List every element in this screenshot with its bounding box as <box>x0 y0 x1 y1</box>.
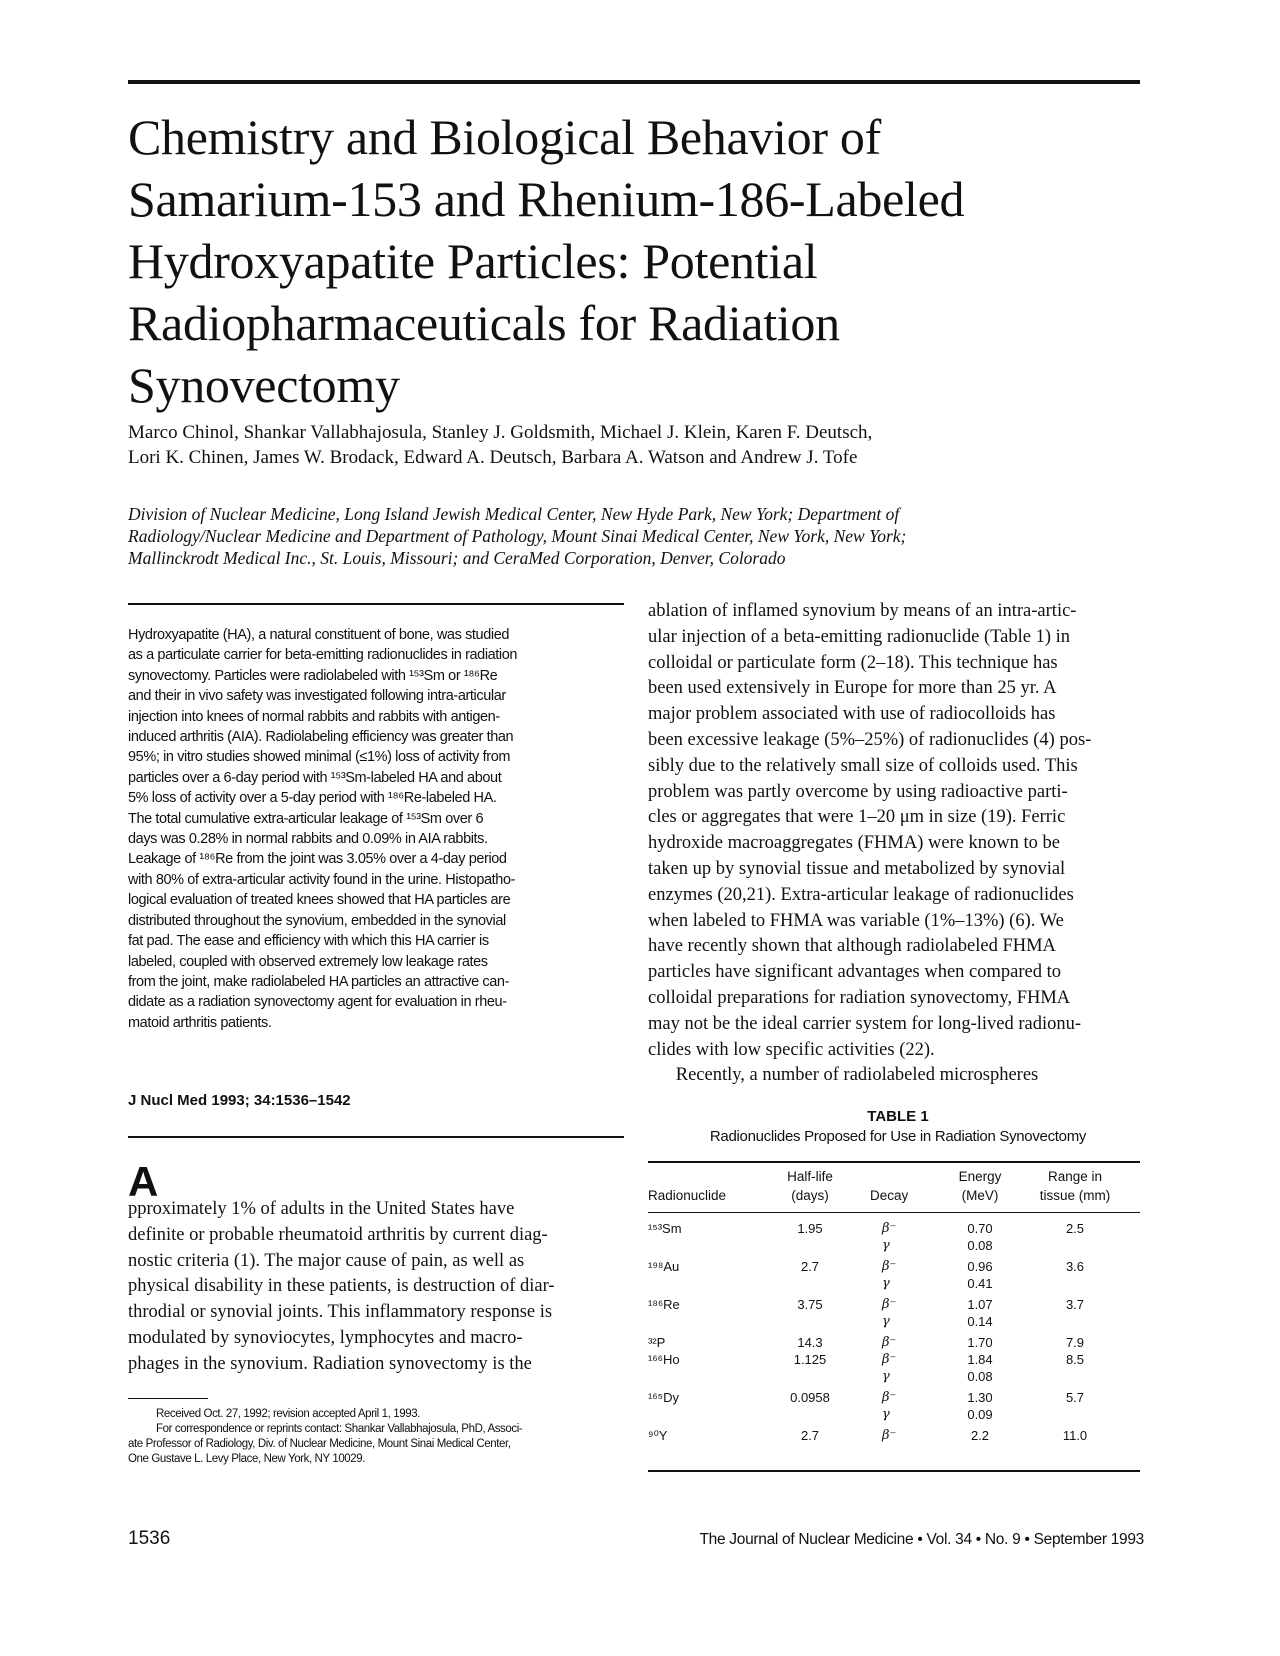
abstract-line: The total cumulative extra-articular leakage of ¹⁵³Sm over 6 <box>128 810 484 827</box>
abstract-line: 5% loss of activity over a 5-day period with ¹⁸⁶Re-labeled HA. <box>128 790 497 807</box>
table-cell-decay: β⁻ <box>882 1390 897 1405</box>
body-line: ular injection of a beta-emitting radionuclide (Table 1) in <box>648 626 1070 647</box>
body-line: taken up by synovial tissue and metabolized by synovial <box>648 858 1066 879</box>
table-cell-decay: β⁻ <box>882 1259 897 1274</box>
intro-line: physical disability in these patients, is destruction of diar- <box>128 1276 555 1297</box>
table-cell-range: 3.6 <box>1065 1259 1085 1274</box>
table-cell-energy: 0.70 <box>967 1221 993 1236</box>
table-cell-decay: γ <box>882 1238 890 1253</box>
table-cell-energy: 1.84 <box>967 1352 993 1367</box>
table-cell-decay: β⁻ <box>882 1335 897 1350</box>
table-top-rule <box>648 1161 1140 1163</box>
table-cell-halflife: 2.7 <box>800 1428 820 1443</box>
body-line: particles have significant advantages when compared to <box>648 962 1062 983</box>
table-cell-energy: 1.70 <box>967 1335 993 1350</box>
table-cell-range: 3.7 <box>1065 1297 1085 1312</box>
header-range: Range in <box>1047 1169 1103 1184</box>
table-cell-decay: β⁻ <box>882 1297 897 1312</box>
abstract-line: logical evaluation of treated knees showed that HA particles are <box>128 892 511 909</box>
header-range-unit: tissue (mm) <box>1039 1188 1111 1203</box>
affiliations <box>128 503 1138 569</box>
abstract-line: matoid arthritis patients. <box>128 1014 272 1031</box>
table-cell-range: 11.0 <box>1062 1428 1088 1443</box>
author-line: Marco Chinol, Shankar Vallabhajosula, Stanley J. Goldsmith, Michael J. Klein, Karen F. Deutsch, <box>128 422 873 443</box>
title-line: Chemistry and Biological Behavior of <box>128 109 881 165</box>
table-cell-radionuclide: ¹⁶⁵Dy <box>648 1390 679 1405</box>
table-cell-decay: β⁻ <box>882 1221 897 1236</box>
intro-line: definite or probable rheumatoid arthritis by current diag- <box>128 1224 548 1245</box>
abstract-rule <box>128 603 624 605</box>
table-cell-decay: γ <box>882 1369 890 1384</box>
table-cell-halflife: 14.3 <box>797 1335 823 1350</box>
table-cell-halflife: 2.7 <box>800 1259 820 1274</box>
table-bottom-rule <box>648 1470 1140 1472</box>
intro-line: modulated by synoviocytes, lymphocytes and macro- <box>128 1327 523 1348</box>
title-line: Samarium-153 and Rhenium-186-Labeled <box>128 171 965 227</box>
header-decay: Decay <box>870 1188 909 1203</box>
table-cell-halflife: 0.0958 <box>790 1390 830 1405</box>
abstract-line: and their in vivo safety was investigated following intra-articular <box>128 688 506 705</box>
footnote <box>128 1407 630 1467</box>
abstract-line: from the joint, make radiolabeled HA particles an attractive can- <box>128 973 510 990</box>
table-cell-energy: 1.07 <box>967 1297 993 1312</box>
drop-cap: A <box>128 1158 159 1205</box>
header-halflife: Half-life <box>787 1169 833 1184</box>
body-line: problem was partly overcome by using radioactive parti- <box>648 781 1068 802</box>
top-rule <box>128 80 1140 84</box>
running-footer: The Journal of Nuclear Medicine • Vol. 34 • No. 9 • September 1993 <box>699 1531 1144 1548</box>
table-cell-energy: 0.41 <box>967 1276 993 1291</box>
table-cell-energy: 0.14 <box>967 1314 993 1329</box>
footnote-line: Received Oct. 27, 1992; revision accepted April 1, 1993. <box>156 1408 420 1420</box>
right-column-text <box>648 599 1138 1089</box>
table-cell-energy: 0.96 <box>967 1259 993 1274</box>
table-header-rule <box>648 1212 1140 1213</box>
body-line: clides with low specific activities (22). <box>648 1039 935 1060</box>
body-line: sibly due to the relatively small size of colloids used. This <box>648 755 1078 776</box>
table-cell-energy: 0.08 <box>967 1238 993 1253</box>
table-cell-halflife: 3.75 <box>797 1297 823 1312</box>
intro-paragraph <box>128 1158 624 1378</box>
footnote-line: One Gustave L. Levy Place, New York, NY 10029. <box>128 1453 366 1465</box>
article-title <box>128 106 1088 416</box>
abstract-line: as a particulate carrier for beta-emitting radionuclides in radiation <box>128 647 518 664</box>
header-radionuclide: Radionuclide <box>648 1188 727 1203</box>
table-cell-radionuclide: ³²P <box>648 1335 666 1350</box>
title-line: Synovectomy <box>128 357 400 413</box>
table-cell-energy: 1.30 <box>967 1390 993 1405</box>
table-cell-radionuclide: ⁹⁰Y <box>648 1428 668 1443</box>
title-line: Hydroxyapatite Particles: Potential <box>128 233 818 289</box>
table-cell-energy: 2.2 <box>970 1428 990 1443</box>
title-line: Radiopharmaceuticals for Radiation <box>128 295 840 351</box>
body-line: when labeled to FHMA was variable (1%–13%) (6). We <box>648 910 1064 931</box>
table-cell-radionuclide: ¹⁵³Sm <box>648 1221 682 1236</box>
footnote-rule <box>128 1398 208 1399</box>
table-cell-decay: γ <box>882 1407 890 1422</box>
body-line: hydroxide macroaggregates (FHMA) were known to be <box>648 833 1061 854</box>
table-cell-halflife: 1.95 <box>797 1221 823 1236</box>
abstract-line: Leakage of ¹⁸⁶Re from the joint was 3.05% over a 4-day period <box>128 851 507 868</box>
footnote-line: ate Professor of Radiology, Div. of Nuclear Medicine, Mount Sinai Medical Center, <box>128 1438 511 1450</box>
intro-line: phages in the synovium. Radiation synovectomy is the <box>128 1353 532 1374</box>
table-cell-energy: 0.08 <box>967 1369 993 1384</box>
abstract-line: didate as a radiation synovectomy agent for evaluation in rheu- <box>128 994 507 1011</box>
body-line: major problem associated with use of radiocolloids has <box>648 704 1056 725</box>
abstract-line: fat pad. The ease and efficiency with which this HA carrier is <box>128 933 489 950</box>
footnote-line: For correspondence or reprints contact: Shankar Vallabhajosula, PhD, Associ- <box>156 1423 523 1435</box>
abstract-line: days was 0.28% in normal rabbits and 0.09% in AIA rabbits. <box>128 831 488 848</box>
body-line: colloidal or particulate form (2–18). This technique has <box>648 652 1058 673</box>
page-number: 1536 <box>128 1528 171 1549</box>
abstract-line: Hydroxyapatite (HA), a natural constituent of bone, was studied <box>128 627 510 643</box>
body-line: have recently shown that although radiolabeled FHMA <box>648 936 1056 957</box>
table-caption: Radionuclides Proposed for Use in Radiation Synovectomy <box>709 1128 1087 1145</box>
header-energy-unit: (MeV) <box>961 1188 999 1203</box>
intro-first-line <box>128 1158 624 1223</box>
table-cell-decay: γ <box>882 1314 890 1329</box>
author-list <box>128 420 1128 470</box>
affiliation-line: Radiology/Nuclear Medicine and Department of Pathology, Mount Sinai Medical Center, New York, New York; <box>128 526 907 546</box>
abstract-line: 95%; in vitro studies showed minimal (≤1%) loss of activity from <box>128 749 511 766</box>
table-cell-decay: β⁻ <box>882 1428 897 1443</box>
table-cell-energy: 0.09 <box>967 1407 993 1422</box>
abstract-line: distributed throughout the synovium, embedded in the synovial <box>128 912 506 929</box>
body-line: cles or aggregates that were 1–20 μm in size (19). Ferric <box>648 807 1066 828</box>
body-line: may not be the ideal carrier system for long-lived radionu- <box>648 1013 1082 1034</box>
abstract-line: labeled, coupled with observed extremely low leakage rates <box>128 953 488 970</box>
abstract-line: particles over a 6-day period with ¹⁵³Sm-labeled HA and about <box>128 769 502 786</box>
body-line: been excessive leakage (5%–25%) of radionuclides (4) pos- <box>648 729 1092 750</box>
table-cell-radionuclide: ¹⁸⁶Re <box>648 1297 680 1312</box>
intro-line: throdial or synovial joints. This inflammatory response is <box>128 1302 553 1323</box>
affiliation-line: Mallinckrodt Medical Inc., St. Louis, Missouri; and CeraMed Corporation, Denver, Colorado <box>128 548 786 568</box>
body-line: enzymes (20,21). Extra-articular leakage of radionuclides <box>648 884 1074 905</box>
abstract-line: with 80% of extra-articular activity found in the urine. Histopatho- <box>128 871 516 888</box>
intro-first-line-text: pproximately 1% of adults in the United States have <box>128 1199 515 1219</box>
affiliation-line: Division of Nuclear Medicine, Long Island Jewish Medical Center, New Hyde Park, New York; Department of <box>128 504 900 524</box>
header-halflife-unit: (days) <box>791 1188 829 1203</box>
table-cell-decay: γ <box>882 1276 890 1291</box>
table-cell-decay: β⁻ <box>882 1352 897 1367</box>
table-cell-range: 7.9 <box>1065 1335 1085 1350</box>
body-line: been used extensively in Europe for more than 25 yr. A <box>648 678 1057 699</box>
abstract-line: synovectomy. Particles were radiolabeled with ¹⁵³Sm or ¹⁸⁶Re <box>128 667 498 684</box>
table-cell-range: 5.7 <box>1065 1390 1085 1405</box>
body-line: ablation of inflamed synovium by means of an intra-artic- <box>648 601 1077 621</box>
journal-citation: J Nucl Med 1993; 34:1536–1542 <box>128 1092 351 1109</box>
abstract <box>128 625 624 1033</box>
citation-rule <box>128 1136 624 1138</box>
author-line: Lori K. Chinen, James W. Brodack, Edward A. Deutsch, Barbara A. Watson and Andrew J. Tofe <box>128 447 858 468</box>
table-title: TABLE 1 <box>867 1108 929 1125</box>
abstract-line: induced arthritis (AIA). Radiolabeling efficiency was greater than <box>128 729 514 746</box>
table-cell-radionuclide: ¹⁹⁸Au <box>648 1259 680 1274</box>
table-cell-range: 8.5 <box>1065 1352 1085 1367</box>
body-line: colloidal preparations for radiation synovectomy, FHMA <box>648 987 1071 1008</box>
table-cell-range: 2.5 <box>1065 1221 1085 1236</box>
intro-line: nostic criteria (1). The major cause of pain, as well as <box>128 1250 525 1271</box>
table-cell-radionuclide: ¹⁶⁶Ho <box>648 1352 680 1367</box>
header-energy: Energy <box>958 1169 1002 1184</box>
table-cell-halflife: 1.125 <box>793 1352 827 1367</box>
abstract-line: injection into knees of normal rabbits and rabbits with antigen- <box>128 708 500 725</box>
body-line: Recently, a number of radiolabeled microspheres <box>648 1065 1039 1086</box>
